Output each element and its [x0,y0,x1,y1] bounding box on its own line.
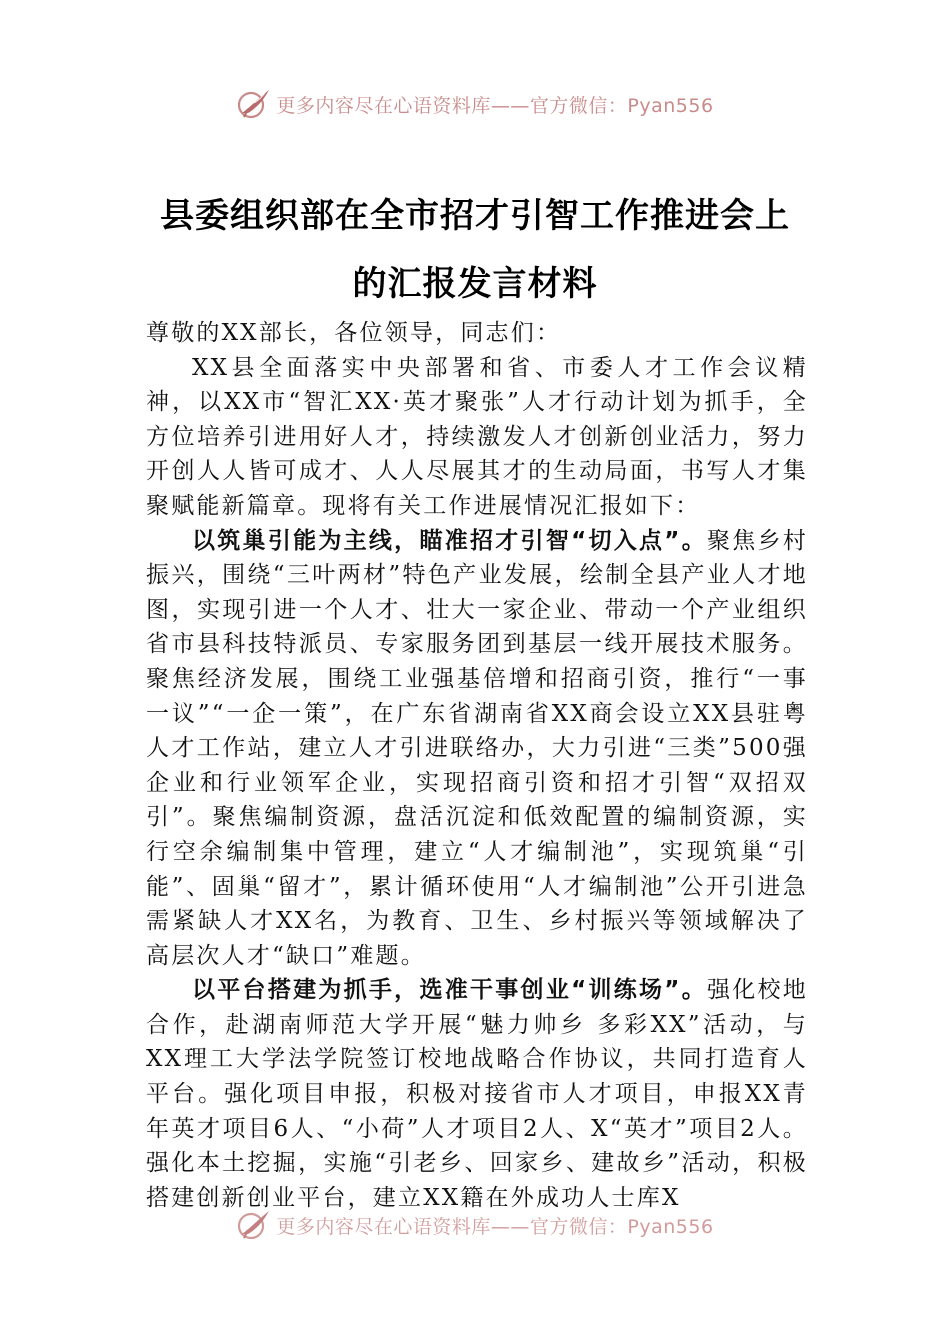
intro-paragraph: XX县全面落实中央部署和省、市委人才工作会议精神，以XX市“智汇XX·英才聚张”人才行动计划为抓手，全方位培养引进用好人才，持续激发人才创新创业活力，努力开创人人皆可成才、人人尽展其才的生动局面，书写人才集聚赋能新篇章。现将有关工作进展情况汇报如下： [146,354,808,519]
section-2-body: 强化校地合作，赴湖南师范大学开展“魅力帅乡 多彩XX”活动，与XX理工大学法学院签订校地战略合作协议，共同打造育人平台。强化项目申报，积极对接省市人才项目，申报XX青年英才项目6人、“小荷”人才项目2人、X“英才”项目2人。强化本土挖掘，实施“引老乡、回家乡、建故乡”活动，积极搭建创新创业平台，建立XX籍在外成功人士库X [146,977,808,1211]
document-body [146,316,808,1215]
section-2-lead: 以平台搭建为抓手，选准干事创业“训练场”。 [192,977,707,1004]
section-1-paragraph [146,524,808,974]
document-title-line-2: 的汇报发言材料 [352,264,598,304]
quill-logo-icon [236,87,272,121]
footer-watermark [0,1208,950,1242]
quill-logo-icon [236,1208,272,1242]
watermark-text: 更多内容尽在心语资料库——官方微信：Pyan556 [276,1215,714,1238]
document-title-line-1: 县委组织部在全市招才引智工作推进会上 [160,196,790,236]
section-1-body: 聚焦乡村振兴，围绕“三叶两材”特色产业发展，绘制全县产业人才地图，实现引进一个人才、壮大一家企业、带动一个产业组织省市县科技特派员、专家服务团到基层一线开展技术服务。聚焦经济发展，围绕工业强基倍增和招商引资，推行“一事一议”“一企一策”，在广东省湖南省XX商会设立XX县驻粤人才工作站，建立人才引进联络办，大力引进“三类”500强企业和行业领军企业，实现招商引资和招才引智“双招双引”。聚焦编制资源，盘活沉淀和低效配置的编制资源，实行空余编制集中管理，建立“人才编制池”，实现筑巢“引能”、固巢“留才”，累计循环使用“人才编制池”公开引进急需紧缺人才XX名，为教育、卫生、乡村振兴等领域解决了高层次人才“缺口”难题。 [146,527,808,969]
section-2-paragraph [146,973,808,1215]
salutation: 尊敬的XX部长，各位领导，同志们： [146,320,562,346]
watermark-text: 更多内容尽在心语资料库——官方微信：Pyan556 [276,94,714,117]
section-1-lead: 以筑巢引能为主线，瞄准招才引智“切入点”。 [192,527,707,554]
header-watermark [0,84,950,124]
